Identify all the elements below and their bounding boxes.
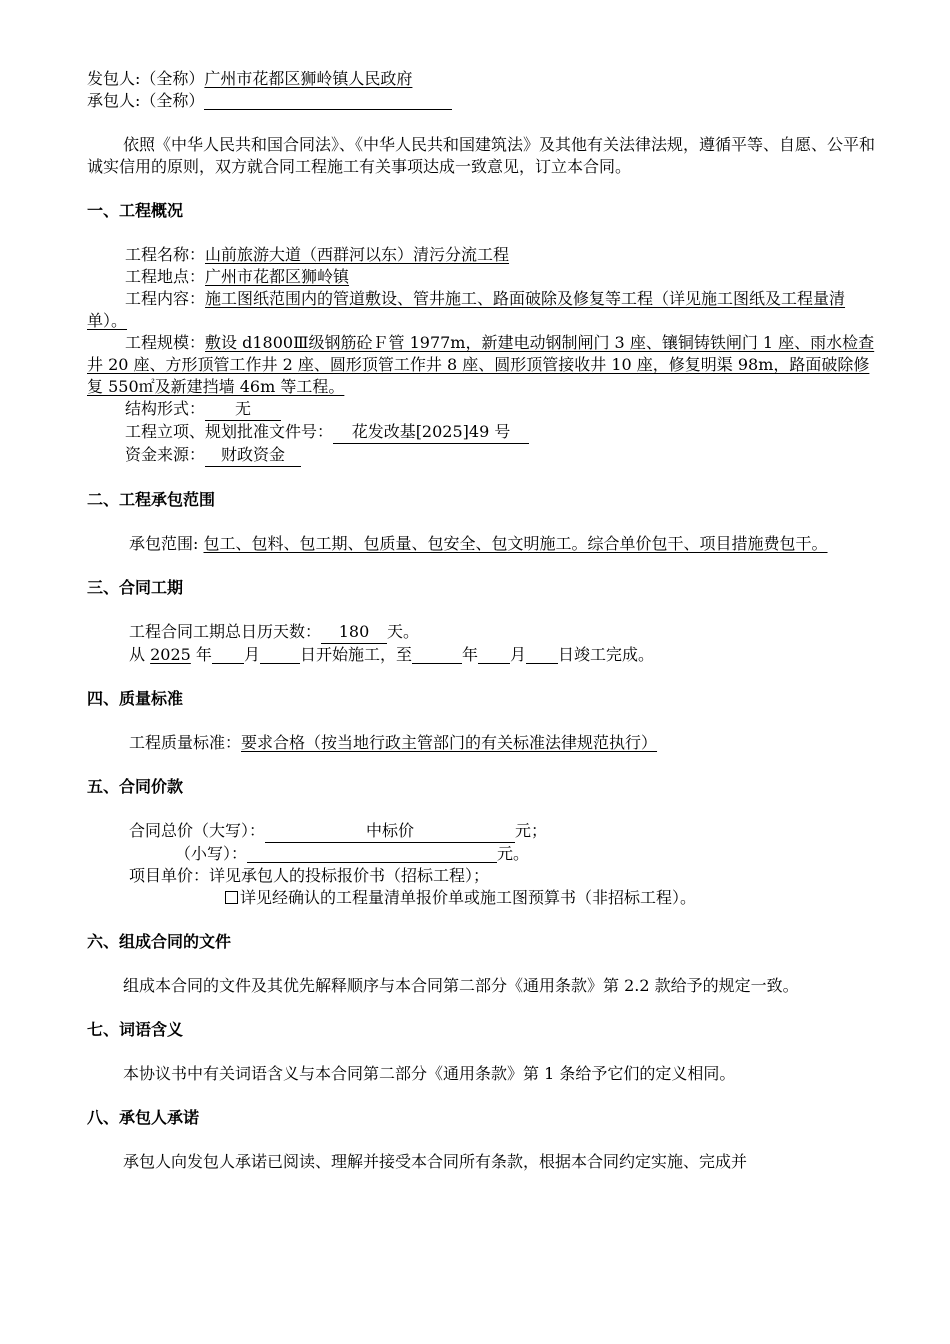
duration-label: 工程合同工期总日历天数： xyxy=(129,622,322,641)
scope-label: 承包范围: xyxy=(129,534,199,553)
duration-line xyxy=(87,621,877,644)
project-scale-label: 工程规模： xyxy=(125,333,206,352)
unit-price-value-1: 详见承包人的投标报价书（招标工程）； xyxy=(209,866,490,885)
project-content-value: 施工图纸范围内的管道敷设、管井施工、路面破除及修复等工程（详见施工图纸及工程量清单）。 xyxy=(87,289,846,330)
section-8-heading: 八、承包人承诺 xyxy=(87,1108,200,1127)
end-year-blank xyxy=(412,645,462,664)
total-upper-value: 中标价 xyxy=(265,820,515,843)
scope-para xyxy=(87,533,877,555)
funding-line xyxy=(87,444,877,467)
start-month-blank xyxy=(212,645,244,664)
total-lower-label: （小写）： xyxy=(175,844,248,863)
end-year-text: 年 xyxy=(461,645,478,664)
structure-line xyxy=(87,398,877,421)
from-text: 从 xyxy=(129,645,146,664)
documents-para: 组成本合同的文件及其优先解释顺序与本合同第二部分《通用条款》第 2.2 款给予的规定一致。 xyxy=(123,976,799,995)
start-year: 2025 xyxy=(150,645,191,664)
total-lower-line xyxy=(87,843,877,865)
unit-price-label: 项目单价： xyxy=(129,866,210,885)
end-month-blank xyxy=(478,645,510,664)
intro-paragraph: 依照《中华人民共和国合同法》、《中华人民共和国建筑法》及其他有关法律法规，遵循平等、自愿、公平和诚实信用的原则，双方就合同工程施工有关事项达成一致意见，订立本合同。 xyxy=(87,135,876,176)
approval-value: 花发改基[2025]49 号 xyxy=(333,421,529,444)
project-scale-value: 敷设 d1800Ⅲ级钢筋砼Ｆ管 1977m，新建电动钢制闸门 3 座、镶铜铸铁闸门 1 座、雨水检查井 20 座、方形顶管工作井 2 座、圆形顶管工作井 8 座、圆形顶管接收井 10 座，修复明渠 98m，路面破除修复 550㎡及新建挡墙 46m 等工程。 xyxy=(87,333,875,396)
scope-value: 包工、包料、包工期、包质量、包安全、包文明施工。综合单价包干、项目措施费包干。 xyxy=(203,534,828,553)
yuan-text-1: 元； xyxy=(515,821,548,840)
contractor-label: 承包人:（全称） xyxy=(87,91,205,110)
section-7-heading: 七、词语含义 xyxy=(87,1020,184,1039)
unit-price-line-1 xyxy=(87,865,877,887)
checkbox-icon xyxy=(225,891,238,904)
commitment-para: 承包人向发包人承诺已阅读、理解并接受本合同所有条款，根据本合同约定实施、完成并 xyxy=(123,1152,748,1171)
contract-page xyxy=(87,68,877,1173)
year-text: 年 xyxy=(195,645,212,664)
total-upper-label: 合同总价（大写）： xyxy=(129,821,266,840)
project-location-label: 工程地点： xyxy=(125,267,206,286)
structure-label: 结构形式： xyxy=(125,399,206,418)
section-6-heading: 六、组成合同的文件 xyxy=(87,932,232,951)
start-text: 日开始施工，至 xyxy=(299,645,412,664)
quality-value: 要求合格（按当地行政主管部门的有关标准法律规范执行） xyxy=(241,733,658,752)
employer-name: 广州市花都区狮岭镇人民政府 xyxy=(204,69,413,88)
total-lower-blank xyxy=(247,844,497,863)
project-name-value: 山前旅游大道（西群河以东）清污分流工程 xyxy=(205,245,510,264)
project-content-para xyxy=(87,288,877,332)
project-content-label: 工程内容： xyxy=(125,289,206,308)
section-4-heading: 四、质量标准 xyxy=(87,689,184,708)
start-day-blank xyxy=(260,645,300,664)
project-name-line xyxy=(87,244,877,266)
schedule-line xyxy=(87,644,877,666)
section-3-heading: 三、合同工期 xyxy=(87,578,184,597)
project-scale-para xyxy=(87,332,877,398)
end-month-text: 月 xyxy=(509,645,526,664)
funding-label: 资金来源： xyxy=(125,445,206,464)
section-1-heading: 一、工程概况 xyxy=(87,201,184,220)
end-day-blank xyxy=(526,645,558,664)
duration-value: 180 xyxy=(321,621,387,644)
section-2-heading: 二、工程承包范围 xyxy=(87,490,216,509)
structure-value: 无 xyxy=(205,398,281,421)
terms-para: 本协议书中有关词语含义与本合同第二部分《通用条款》第 1 条给予它们的定义相同。 xyxy=(123,1064,736,1083)
contractor-line xyxy=(87,90,877,112)
end-text: 日竣工完成。 xyxy=(558,645,655,664)
contractor-name-blank xyxy=(204,91,452,110)
month-text: 月 xyxy=(243,645,260,664)
yuan-text-2: 元。 xyxy=(497,844,530,863)
approval-label: 工程立项、规划批准文件号： xyxy=(125,422,334,441)
project-location-line xyxy=(87,266,877,288)
approval-line xyxy=(87,421,877,444)
quality-line xyxy=(87,732,877,754)
employer-line xyxy=(87,68,877,90)
project-location-value: 广州市花都区狮岭镇 xyxy=(205,267,350,286)
total-upper-line xyxy=(87,820,877,843)
unit-price-value-2: 详见经确认的工程量清单报价单或施工图预算书（非招标工程）。 xyxy=(240,888,697,907)
section-5-heading: 五、合同价款 xyxy=(87,777,184,796)
funding-value: 财政资金 xyxy=(205,444,301,467)
duration-unit: 天。 xyxy=(387,622,420,641)
quality-label: 工程质量标准： xyxy=(129,733,242,752)
employer-label: 发包人:（全称） xyxy=(87,69,205,88)
unit-price-line-2 xyxy=(87,887,877,909)
project-name-label: 工程名称： xyxy=(125,245,206,264)
